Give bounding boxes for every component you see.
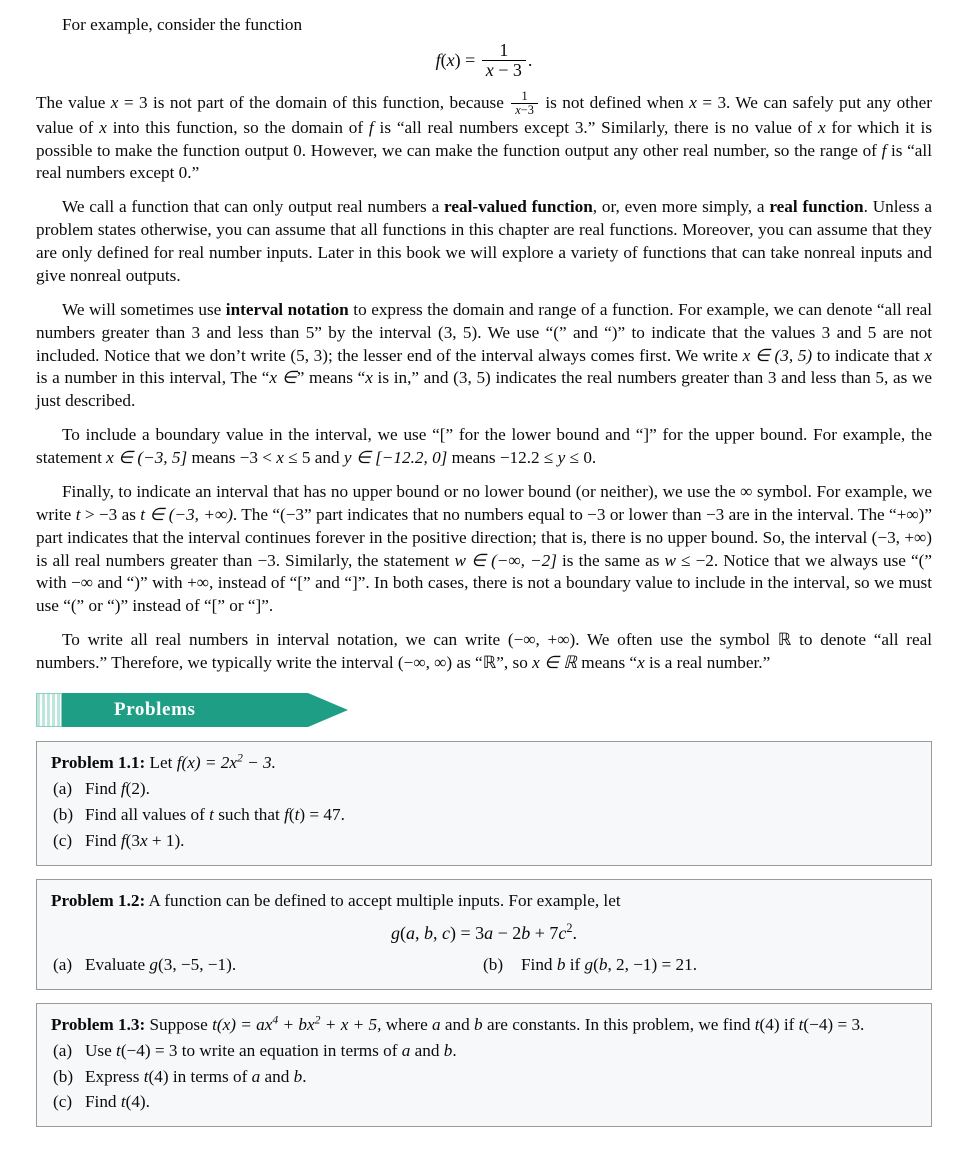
intro-line: For example, consider the function bbox=[62, 15, 303, 34]
list-item: (a) Evaluate g(3, −5, −1). bbox=[53, 954, 237, 974]
paragraph-all-reals: To write all real numbers in interval notation, we can write (−∞, +∞). We often use the symbol ℝ to denote “all real numbers.” Therefore, we typically write the interval (−∞, ∞) as “ℝ”, so x ∈ ℝ means “x is a real number.” bbox=[36, 630, 932, 673]
problems-banner-bar bbox=[62, 693, 308, 727]
list-item: (a) Find f(2). bbox=[53, 779, 150, 799]
problem-1-1-statement: Problem 1.1: Let $f(x) = 2x^2 - 3$. bbox=[51, 751, 276, 772]
problem-1-2-parts bbox=[51, 953, 917, 978]
list-item: (c) Find t(4). bbox=[53, 1092, 150, 1112]
paragraph-interval-notation: We will sometimes use interval notation to express the domain and range of a function. For example, we can denote “all real numbers greater than 3 and less than 5” by the interval (3, 5). We use “(” and “)” to indicate that the values 3 and 5 are not included. Notice that we don’t write (5, 3); the lesser end of the interval always comes first. We write x ∈ (3, 5) to indicate that x is a number in this interval, The “x ∈” means “x is in,” and (3, 5) indicates the real numbers greater than 3 and less than 5, as we just described. bbox=[36, 299, 933, 411]
problem-1-2-statement: Problem 1.2: A function can be defined to accept multiple inputs. For example, let bbox=[51, 890, 621, 910]
paragraph-infinity: Finally, to indicate an interval that has no upper bound or no lower bound (or neither), we use the ∞ symbol. For example, we write t > −3 as t ∈ (−3, +∞). The “(−3” part indicates that no numbers equal to −3 or lower than −3 are in the interval. The “+∞)” part indicates that the interval continues forever in the positive direction; that is, there is no upper bound. So, the interval (−3, +∞) is all real numbers greater than −3. Similarly, the statement w ∈ (−∞, −2] is the same as w ≤ −2. Notice that we always use “(” with −∞ and “)” with +∞, instead of “[” and “]”. In both cases, there is not a boundary value to include in the interval, so we must use “(” or “)” instead of “[” or “]”. bbox=[36, 481, 932, 616]
pencil-eraser-icon bbox=[36, 693, 62, 727]
problem-1-3-statement: Problem 1.3: Suppose $t(x) = ax^4 + bx^2 + x + 5$, where a and b are constants. In this problem, we find t(4) if t(−4) = 3. bbox=[51, 1012, 865, 1034]
list-item: (b) Find b if g(b, 2, −1) = 21. bbox=[483, 954, 698, 974]
problem-1-2-equation: g(a, b, $c) = 3a - 2b + 7c^2$. bbox=[390, 920, 578, 943]
problem-box-1-1 bbox=[36, 741, 932, 866]
list-item: (b) Express t(4) in terms of a and b. bbox=[53, 1066, 307, 1086]
problem-box-1-2 bbox=[36, 879, 932, 990]
problems-banner-label: Problems bbox=[114, 698, 196, 720]
problem-1-1-parts bbox=[51, 776, 917, 853]
display-equation-fx: f(x) = $\frac{1}{x - 3}$ . bbox=[435, 39, 533, 80]
pencil-tip-icon bbox=[308, 693, 348, 727]
problem-1-3-parts bbox=[51, 1038, 917, 1115]
list-item: (b) Find all values of t such that f(t) = 47. bbox=[53, 804, 345, 824]
paragraph-domain-range: The value x = 3 is not part of the domain of this function, because $\frac{1}{x-3}$ is not defined when x = 3. We can safely put any other value of x into this function, so the domain of f is “all real numbers except 3.” Similarly, there is no value of x for which it is possible to make the function output 0. However, we can make the function output any other real number, so the range of f is “all real numbers except 0.” bbox=[36, 88, 933, 183]
list-item: (c) Find f(3x + 1). bbox=[53, 830, 185, 850]
problems-banner bbox=[36, 693, 416, 727]
problem-box-1-3 bbox=[36, 1003, 932, 1128]
page-content bbox=[36, 14, 932, 1140]
list-item: (a) Use t(−4) = 3 to write an equation in terms of a and b. bbox=[53, 1040, 457, 1060]
paragraph-boundary-values: To include a boundary value in the interval, we use “[” for the lower bound and “]” for the upper bound. For example, the statement x ∈ (−3, 5] means −3 < x ≤ 5 and y ∈ [−12.2, 0] means −12.2 ≤ y ≤ 0. bbox=[36, 425, 932, 468]
paragraph-real-function: We call a function that can only output real numbers a real-valued function, or, even more simply, a real function. Unless a problem states otherwise, you can assume that all functions in this chapter are real functions. Moreover, you can assume that they are only defined for real number inputs. Later in this book we will explore a variety of functions that can take nonreal inputs and give nonreal outputs. bbox=[36, 197, 933, 285]
